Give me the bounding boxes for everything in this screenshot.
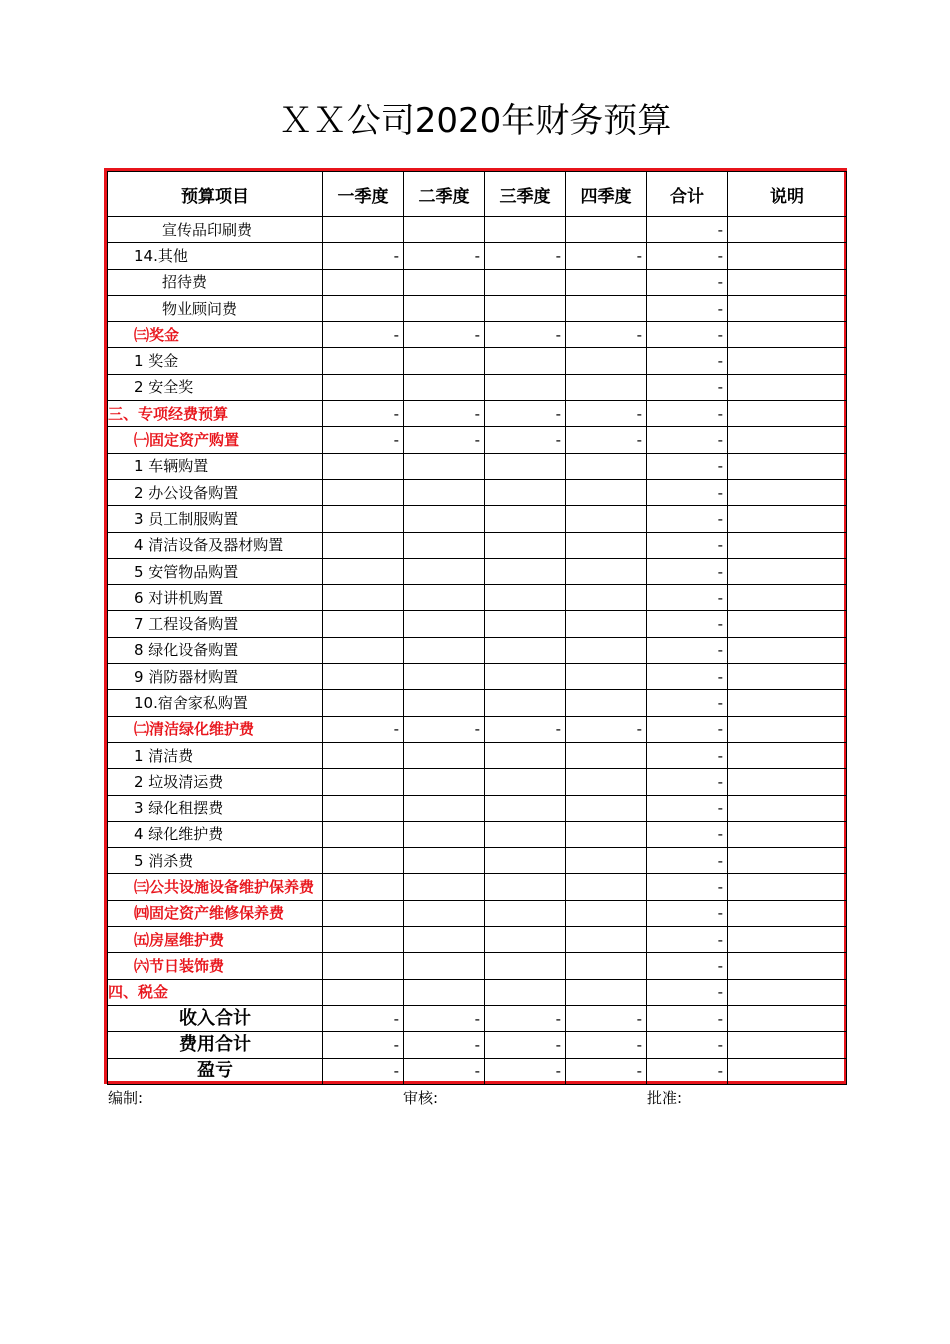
cell-note: [728, 532, 847, 558]
cell-note: [728, 716, 847, 742]
cell-q1: [323, 848, 404, 874]
row-label: 宣传品印刷费: [108, 217, 323, 243]
row-label: 7 工程设备购置: [108, 611, 323, 637]
cell-note: [728, 295, 847, 321]
cell-q1: [323, 637, 404, 663]
cell-q2: [404, 900, 485, 926]
cell-q4: [566, 558, 647, 584]
table-row: [108, 953, 847, 979]
cell-q1: [323, 795, 404, 821]
cell-q4: -: [566, 243, 647, 269]
cell-q3: -: [485, 401, 566, 427]
cell-q4: -: [566, 716, 647, 742]
row-label: 物业顾问费: [108, 295, 323, 321]
row-label: 5 安管物品购置: [108, 558, 323, 584]
cell-total: -: [647, 585, 728, 611]
row-label: ㈤房屋维护费: [108, 927, 323, 953]
cell-q3: [485, 374, 566, 400]
cell-total: -: [647, 716, 728, 742]
cell-total: -: [647, 690, 728, 716]
cell-q2: [404, 690, 485, 716]
cell-q3: [485, 769, 566, 795]
cell-total: -: [647, 401, 728, 427]
cell-q4: [566, 979, 647, 1005]
footer-reviewed: 审核:: [403, 1089, 439, 1107]
cell-note: [728, 322, 847, 348]
row-label: 收入合计: [108, 1005, 323, 1031]
row-label: 四、税金: [108, 979, 323, 1005]
cell-q4: [566, 269, 647, 295]
row-label: 3 绿化租摆费: [108, 795, 323, 821]
cell-total: -: [647, 558, 728, 584]
cell-q2: [404, 664, 485, 690]
table-row: [108, 558, 847, 584]
cell-q4: [566, 611, 647, 637]
cell-q3: -: [485, 322, 566, 348]
table-row: [108, 637, 847, 663]
cell-q3: [485, 664, 566, 690]
cell-q1: [323, 690, 404, 716]
cell-total: -: [647, 821, 728, 847]
cell-q1: -: [323, 401, 404, 427]
table-row: [108, 295, 847, 321]
cell-note: [728, 874, 847, 900]
header-row: [108, 172, 847, 217]
row-label: 三、专项经费预算: [108, 401, 323, 427]
cell-note: [728, 585, 847, 611]
cell-total: -: [647, 243, 728, 269]
cell-note: [728, 243, 847, 269]
cell-total: -: [647, 1032, 728, 1058]
cell-q1: [323, 295, 404, 321]
cell-q2: [404, 637, 485, 663]
cell-q4: -: [566, 1058, 647, 1084]
cell-q3: [485, 506, 566, 532]
cell-q2: [404, 479, 485, 505]
cell-q2: -: [404, 1005, 485, 1031]
cell-total: -: [647, 611, 728, 637]
cell-q1: [323, 927, 404, 953]
cell-q3: [485, 979, 566, 1005]
cell-note: [728, 690, 847, 716]
cell-q1: [323, 611, 404, 637]
row-label: 5 消杀费: [108, 848, 323, 874]
cell-q2: -: [404, 401, 485, 427]
cell-q4: [566, 295, 647, 321]
cell-q4: -: [566, 1032, 647, 1058]
cell-total: -: [647, 1005, 728, 1031]
cell-q1: -: [323, 716, 404, 742]
table-row: [108, 217, 847, 243]
cell-q3: [485, 848, 566, 874]
cell-q4: [566, 664, 647, 690]
cell-q4: [566, 742, 647, 768]
table-row: [108, 927, 847, 953]
cell-q2: [404, 269, 485, 295]
cell-q4: [566, 821, 647, 847]
cell-note: [728, 795, 847, 821]
cell-q3: [485, 953, 566, 979]
cell-q1: -: [323, 427, 404, 453]
cell-note: [728, 900, 847, 926]
table-row: [108, 243, 847, 269]
cell-total: -: [647, 217, 728, 243]
cell-q4: [566, 374, 647, 400]
cell-note: [728, 637, 847, 663]
cell-q1: [323, 953, 404, 979]
cell-total: -: [647, 874, 728, 900]
cell-q3: [485, 795, 566, 821]
cell-q2: [404, 795, 485, 821]
cell-q3: [485, 269, 566, 295]
cell-note: [728, 558, 847, 584]
row-label: 1 清洁费: [108, 742, 323, 768]
table-row: [108, 1005, 847, 1031]
cell-note: [728, 1058, 847, 1084]
cell-q1: [323, 585, 404, 611]
cell-q1: [323, 348, 404, 374]
cell-q1: -: [323, 322, 404, 348]
row-label: 14.其他: [108, 243, 323, 269]
cell-q2: [404, 769, 485, 795]
row-label: 1 奖金: [108, 348, 323, 374]
cell-note: [728, 769, 847, 795]
cell-q4: [566, 479, 647, 505]
cell-q3: [485, 348, 566, 374]
cell-q2: [404, 453, 485, 479]
page-title: ＸＸ公司2020年财务预算: [278, 101, 672, 141]
row-label: 3 员工制服购置: [108, 506, 323, 532]
cell-q4: [566, 585, 647, 611]
cell-q2: [404, 295, 485, 321]
cell-note: [728, 611, 847, 637]
cell-q3: -: [485, 1005, 566, 1031]
header-item: 预算项目: [108, 172, 323, 217]
table-row: [108, 401, 847, 427]
cell-q2: -: [404, 716, 485, 742]
cell-q4: -: [566, 427, 647, 453]
table-row: [108, 848, 847, 874]
cell-q3: [485, 637, 566, 663]
row-label: 10.宿舍家私购置: [108, 690, 323, 716]
cell-q1: [323, 374, 404, 400]
cell-q1: [323, 664, 404, 690]
cell-q1: -: [323, 243, 404, 269]
table-row: [108, 427, 847, 453]
cell-q2: [404, 374, 485, 400]
cell-q3: -: [485, 243, 566, 269]
cell-total: -: [647, 374, 728, 400]
table-row: [108, 348, 847, 374]
cell-q4: -: [566, 1005, 647, 1031]
cell-q4: [566, 769, 647, 795]
header-q2: 二季度: [404, 172, 485, 217]
row-label: ㈢奖金: [108, 322, 323, 348]
cell-q2: -: [404, 322, 485, 348]
cell-note: [728, 479, 847, 505]
cell-total: -: [647, 848, 728, 874]
cell-q3: [485, 821, 566, 847]
budget-sheet: [104, 168, 847, 1084]
footer-prepared: 编制:: [108, 1089, 144, 1107]
cell-q4: -: [566, 401, 647, 427]
cell-q2: [404, 874, 485, 900]
row-label: 2 办公设备购置: [108, 479, 323, 505]
cell-q2: [404, 953, 485, 979]
cell-q3: -: [485, 1058, 566, 1084]
cell-total: -: [647, 427, 728, 453]
header-q3: 三季度: [485, 172, 566, 217]
table-row: [108, 742, 847, 768]
cell-q3: [485, 558, 566, 584]
cell-q4: [566, 348, 647, 374]
cell-q2: -: [404, 1058, 485, 1084]
table-row: [108, 611, 847, 637]
table-row: [108, 453, 847, 479]
cell-q3: [485, 900, 566, 926]
cell-q2: [404, 585, 485, 611]
cell-q1: [323, 479, 404, 505]
cell-q2: [404, 848, 485, 874]
cell-q3: [485, 690, 566, 716]
row-label: 8 绿化设备购置: [108, 637, 323, 663]
cell-q2: -: [404, 427, 485, 453]
table-row: [108, 374, 847, 400]
cell-q4: [566, 506, 647, 532]
cell-q4: [566, 848, 647, 874]
table-row: [108, 821, 847, 847]
cell-q1: [323, 269, 404, 295]
table-row: [108, 664, 847, 690]
table-row: [108, 716, 847, 742]
cell-q1: [323, 979, 404, 1005]
cell-q2: -: [404, 1032, 485, 1058]
row-label: 1 车辆购置: [108, 453, 323, 479]
cell-total: -: [647, 664, 728, 690]
row-label: 9 消防器材购置: [108, 664, 323, 690]
row-label: ㈠固定资产购置: [108, 427, 323, 453]
header-note: 说明: [728, 172, 847, 217]
cell-total: -: [647, 453, 728, 479]
cell-q4: [566, 874, 647, 900]
cell-q2: [404, 979, 485, 1005]
cell-q1: [323, 742, 404, 768]
cell-q3: -: [485, 716, 566, 742]
cell-q4: [566, 900, 647, 926]
cell-q4: [566, 453, 647, 479]
cell-q1: [323, 217, 404, 243]
cell-total: -: [647, 1058, 728, 1084]
row-label: 费用合计: [108, 1032, 323, 1058]
cell-note: [728, 217, 847, 243]
cell-note: [728, 401, 847, 427]
cell-total: -: [647, 637, 728, 663]
cell-q4: [566, 953, 647, 979]
table-row: [108, 322, 847, 348]
cell-q3: [485, 874, 566, 900]
row-label: 4 绿化维护费: [108, 821, 323, 847]
row-label: 2 垃圾清运费: [108, 769, 323, 795]
cell-q3: [485, 927, 566, 953]
cell-q4: [566, 690, 647, 716]
cell-q1: [323, 506, 404, 532]
cell-note: [728, 506, 847, 532]
cell-q2: [404, 927, 485, 953]
table-row: [108, 479, 847, 505]
cell-q2: [404, 611, 485, 637]
cell-q2: [404, 742, 485, 768]
cell-note: [728, 927, 847, 953]
row-label: ㈥节日装饰费: [108, 953, 323, 979]
row-label: 6 对讲机购置: [108, 585, 323, 611]
cell-q2: [404, 532, 485, 558]
cell-note: [728, 953, 847, 979]
cell-q3: -: [485, 427, 566, 453]
cell-q2: [404, 348, 485, 374]
cell-q1: -: [323, 1058, 404, 1084]
table-row: [108, 690, 847, 716]
cell-note: [728, 453, 847, 479]
cell-note: [728, 374, 847, 400]
footer-approved: 批准:: [647, 1089, 683, 1107]
cell-note: [728, 742, 847, 768]
row-label: ㈣固定资产维修保养费: [108, 900, 323, 926]
cell-note: [728, 1032, 847, 1058]
header-q1: 一季度: [323, 172, 404, 217]
cell-total: -: [647, 953, 728, 979]
cell-q3: [485, 479, 566, 505]
cell-total: -: [647, 348, 728, 374]
cell-q2: [404, 217, 485, 243]
row-label: ㈡清洁绿化维护费: [108, 716, 323, 742]
cell-q1: [323, 821, 404, 847]
cell-q2: -: [404, 243, 485, 269]
cell-q4: [566, 927, 647, 953]
cell-note: [728, 269, 847, 295]
cell-q1: -: [323, 1005, 404, 1031]
cell-q4: [566, 795, 647, 821]
cell-q1: [323, 769, 404, 795]
cell-q3: [485, 611, 566, 637]
cell-q3: [485, 585, 566, 611]
cell-total: -: [647, 795, 728, 821]
cell-total: -: [647, 269, 728, 295]
cell-q3: [485, 453, 566, 479]
cell-total: -: [647, 532, 728, 558]
table-row: [108, 795, 847, 821]
header-total: 合计: [647, 172, 728, 217]
cell-total: -: [647, 295, 728, 321]
cell-note: [728, 427, 847, 453]
cell-note: [728, 664, 847, 690]
row-label: 2 安全奖: [108, 374, 323, 400]
header-q4: 四季度: [566, 172, 647, 217]
cell-q4: -: [566, 322, 647, 348]
row-label: ㈢公共设施设备维护保养费: [108, 874, 323, 900]
cell-q1: [323, 558, 404, 584]
table-row: [108, 900, 847, 926]
cell-q1: [323, 900, 404, 926]
cell-note: [728, 848, 847, 874]
cell-total: -: [647, 979, 728, 1005]
cell-total: -: [647, 900, 728, 926]
table-row: [108, 769, 847, 795]
cell-q3: [485, 295, 566, 321]
row-label: 招待费: [108, 269, 323, 295]
cell-total: -: [647, 479, 728, 505]
cell-q3: [485, 217, 566, 243]
cell-note: [728, 979, 847, 1005]
table-row: [108, 1058, 847, 1084]
cell-q3: [485, 742, 566, 768]
cell-q4: [566, 532, 647, 558]
cell-q2: [404, 821, 485, 847]
cell-q2: [404, 506, 485, 532]
table-row: [108, 269, 847, 295]
table-row: [108, 979, 847, 1005]
cell-q3: -: [485, 1032, 566, 1058]
row-label: 4 清洁设备及器材购置: [108, 532, 323, 558]
cell-note: [728, 1005, 847, 1031]
cell-total: -: [647, 769, 728, 795]
budget-table: [107, 171, 847, 1085]
cell-q1: [323, 874, 404, 900]
table-row: [108, 506, 847, 532]
cell-note: [728, 348, 847, 374]
row-label: 盈亏: [108, 1058, 323, 1084]
cell-note: [728, 821, 847, 847]
cell-q1: -: [323, 1032, 404, 1058]
table-row: [108, 1032, 847, 1058]
cell-total: -: [647, 322, 728, 348]
table-row: [108, 532, 847, 558]
cell-total: -: [647, 927, 728, 953]
cell-q4: [566, 217, 647, 243]
cell-q1: [323, 453, 404, 479]
cell-total: -: [647, 506, 728, 532]
table-row: [108, 874, 847, 900]
cell-q4: [566, 637, 647, 663]
table-row: [108, 585, 847, 611]
cell-q2: [404, 558, 485, 584]
cell-q1: [323, 532, 404, 558]
cell-q3: [485, 532, 566, 558]
cell-total: -: [647, 742, 728, 768]
